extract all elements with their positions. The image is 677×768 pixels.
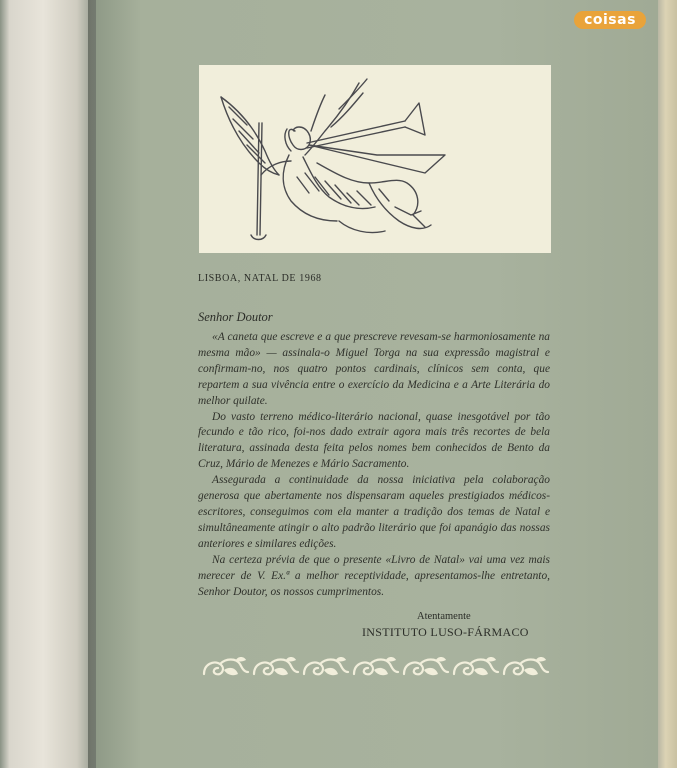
angel-with-trumpet-icon xyxy=(199,65,551,253)
letter-place-date: LISBOA, NATAL DE 1968 xyxy=(198,273,322,284)
letter-closing: Atentamente xyxy=(417,611,471,622)
letter-paragraph: «A caneta que escreve e a que prescreve revesam-se harmoniosamente na mesma mão» — assinala-o Miguel Torga na sua expressão magistral e confirmam-no, nos quatro pontos cardinais, clínicos sem conta, que repartem a sua vivência entre o exercício da Medicina e a Arte Literária do melhor quilate. xyxy=(198,331,550,407)
letter-salutation: Senhor Doutor xyxy=(198,310,273,324)
letter-signature: INSTITUTO LUSO-FÁRMACO xyxy=(362,625,529,639)
right-page-edge xyxy=(658,0,677,768)
letter-paragraph: Do vasto terreno médico-literário nacional, quase inesgotável por tão fecundo e tão rico, foi-nos dado extrair agora mais três recortes de bela literatura, assinada desta feita pelos nomes bem conhecidos de Bento da Cruz, Mário de Menezes e Mário Sacramento. xyxy=(198,410,550,471)
illustration-card xyxy=(199,65,551,253)
letter-body xyxy=(198,330,550,600)
left-page-edge xyxy=(0,0,96,768)
letter-paragraph: Assegurada a continuidade da nossa iniciativa pela colaboração generosa que abertamente nos dispensaram aqueles prestigiados médicos-escritores, conseguimos com ela manter a tradição dos temas de Natal e simultâneamente atingir o alto padrão literário que foi apanágio das nossas anteriores e similares edições. xyxy=(198,474,550,550)
acanthus-scroll-border-icon xyxy=(200,654,552,682)
coisas-watermark: coisas xyxy=(574,11,646,29)
letter-paragraph: Na certeza prévia de que o presente «Livro de Natal» vai uma vez mais merecer de V. Ex.ª a melhor receptividade, apresentamos-lhe entretanto, Senhor Doutor, os nossos cumprimentos. xyxy=(198,553,550,598)
